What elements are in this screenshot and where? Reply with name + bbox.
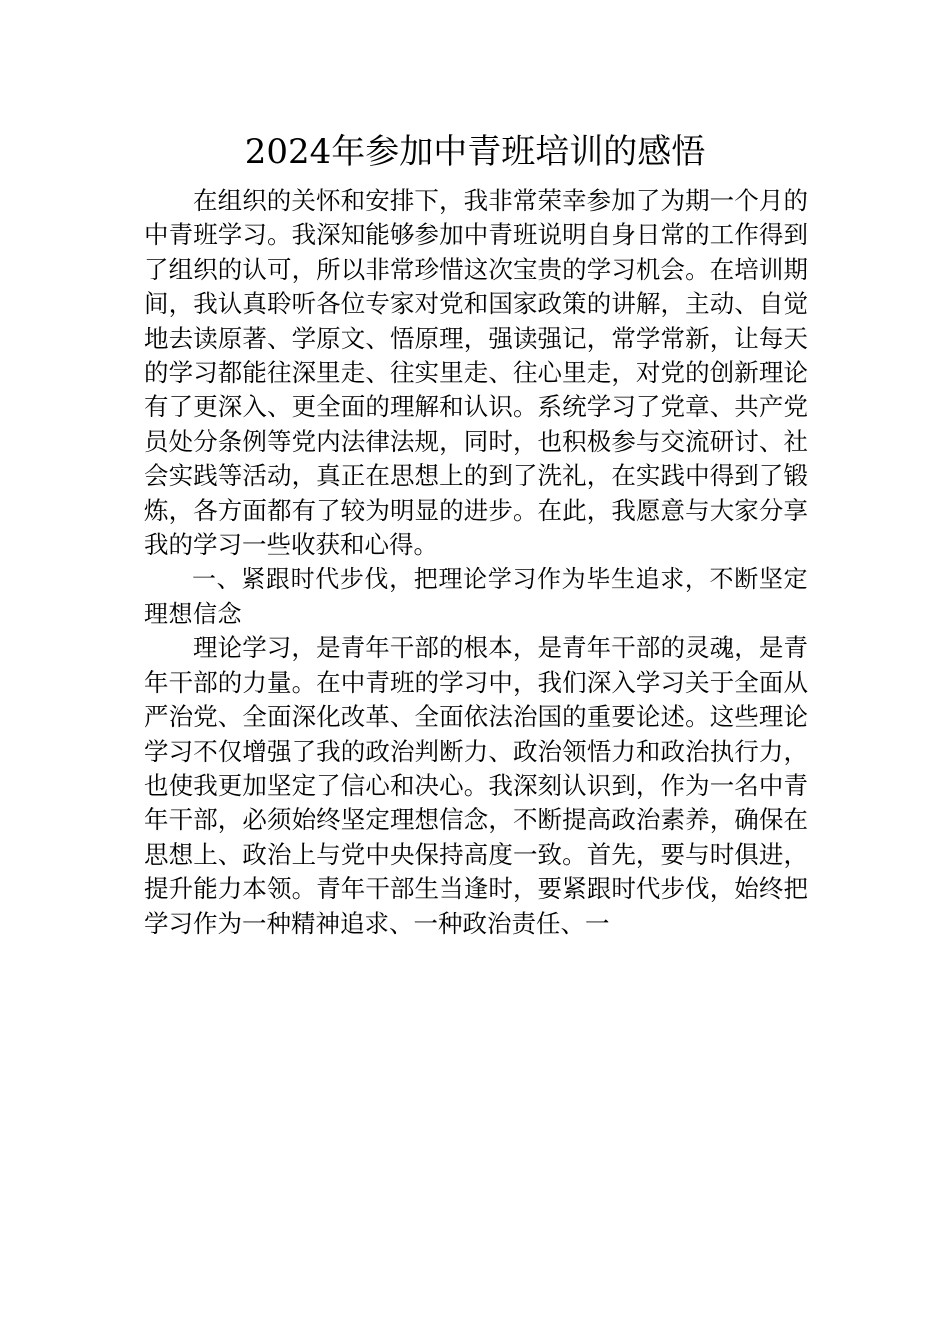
document-title: 2024年参加中青班培训的感悟 — [244, 132, 706, 172]
document-body — [144, 184, 808, 941]
intro-paragraph: 在组织的关怀和安排下，我非常荣幸参加了为期一个月的中青班学习。我深知能够参加中青班说明自身日常的工作得到了组织的认可，所以非常珍惜这次宝贵的学习机会。在培训期间，我认真聆听各位专家对党和国家政策的讲解，主动、自觉地去读原著、学原文、悟原理，强读强记，常学常新，让每天的学习都能往深里走、往实里走、往心里走，对党的创新理论有了更深入、更全面的理解和认识。系统学习了党章、共产党员处分条例等党内法律法规，同时，也积极参与交流研讨、社会实践等活动，真正在思想上的到了洗礼，在实践中得到了锻炼，各方面都有了较为明显的进步。在此，我愿意与大家分享我的学习一些收获和心得。 — [144, 186, 808, 560]
section-heading: 一、紧跟时代步伐，把理论学习作为毕生追求，不断坚定理想信念 — [144, 565, 808, 628]
section-paragraph: 理论学习，是青年干部的根本，是青年干部的灵魂，是青年干部的力量。在中青班的学习中，我们深入学习关于全面从严治党、全面深化改革、全面依法治国的重要论述。这些理论学习不仅增强了我的政治判断力、政治领悟力和政治执行力，也使我更加坚定了信心和决心。我深刻认识到，作为一名中青年干部，必须始终坚定理想信念，不断提高政治素养，确保在思想上、政治上与党中央保持高度一致。首先，要与时俱进，提升能力本领。青年干部生当逢时，要紧跟时代步伐，始终把学习作为一种精神追求、一种政治责任、一 — [144, 633, 808, 938]
